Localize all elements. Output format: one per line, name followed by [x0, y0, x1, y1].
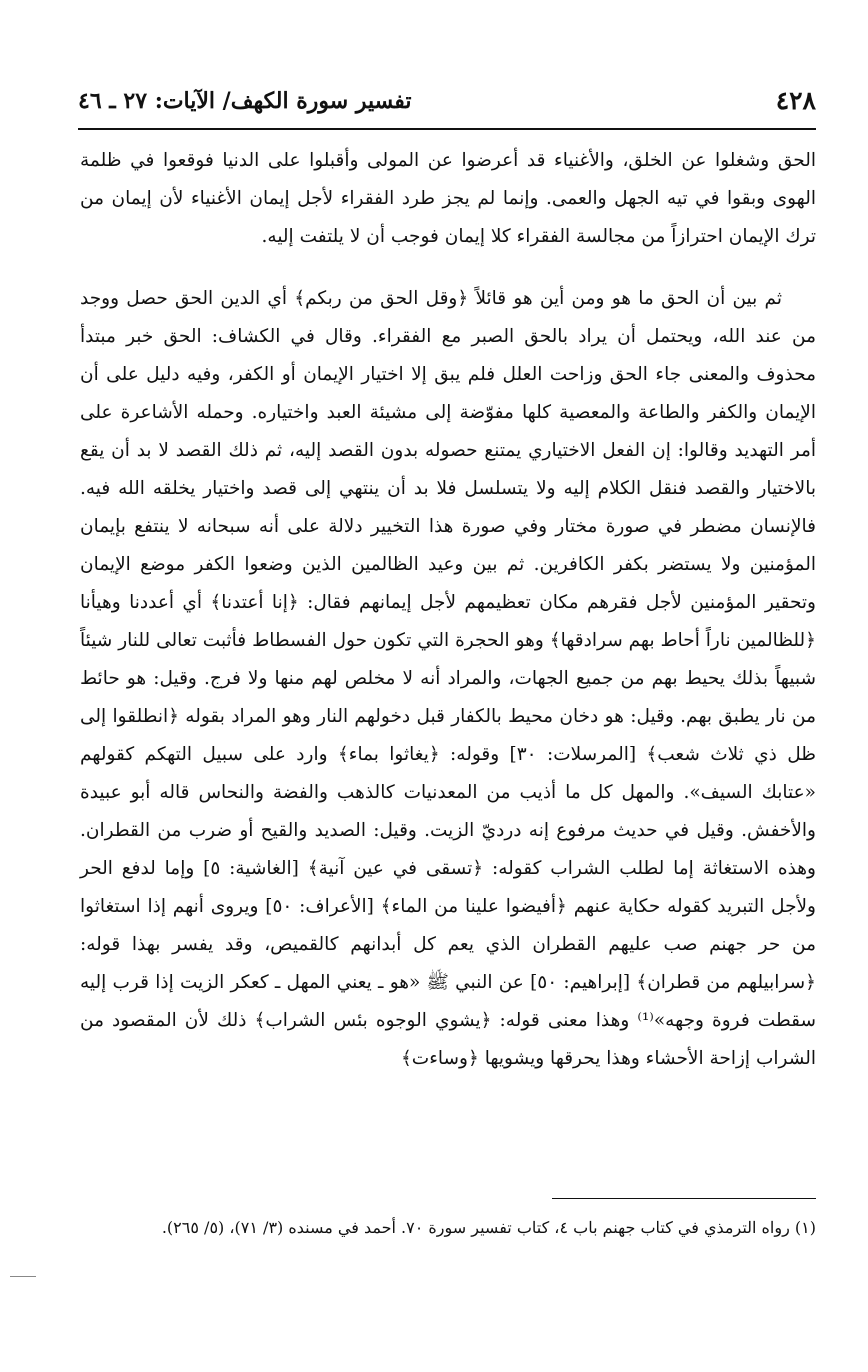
scan-edge-mark — [10, 1276, 36, 1277]
footnote-separator — [552, 1198, 816, 1199]
page-header — [78, 84, 816, 124]
paragraph-1: الحق وشغلوا عن الخلق، والأغنياء قد أعرضوا عن المولى وأقبلوا على الدنيا فوقعوا في ظلمة الهوى وبقوا في تيه الجهل والعمى. وإنما لم يجز طرد الفقراء لأجل إيمان الأغنياء لأن إيمان من ترك الإيمان احترازاً من مجالسة الفقراء كلا إيمان فوجب أن لا يلتفت إليه. — [80, 150, 816, 247]
footnote: (١) رواه الترمذي في كتاب جهنم باب ٤، كتاب تفسير سورة ٧٠. أحمد في مسنده (٣/ ٧١)، (٥/ ٢٦٥). — [161, 1218, 816, 1237]
page-number: ٤٢٨ — [775, 86, 816, 115]
main-text — [80, 142, 816, 1078]
running-title: تفسير سورة الكهف/ الآيات: ٢٧ ـ ٤٦ — [78, 88, 412, 114]
header-rule — [78, 128, 816, 130]
paragraph-2: ثم بين أن الحق ما هو ومن أين هو قائلاً ﴿وقل الحق من ربكم﴾ أي الدين الحق حصل ووجد من عند الله، ويحتمل أن يراد بالحق الصبر مع الفقراء. وقال في الكشاف: الحق خبر مبتدأ محذوف والمعنى جاء الحق وزاحت العلل فلم يبق إلا اختيار الإيمان أو الكفر، وفيه دليل على أن الإيمان والكفر والطاعة والمعصية كلها مفوّضة إلى مشيئة العبد واختياره. وحمله الأشاعرة على أمر التهديد وقالوا: إن الفعل الاختياري يمتنع حصوله بدون القصد إليه، ثم ذلك القصد لا بد أن يقع بالاختيار والقصد فنقل الكلام إليه ولا يتسلسل فلا بد أن ينتهي إلى قصد واختيار يخلقه الله فيه. فالإنسان مضطر في صورة مختار وفي صورة هذا التخيير دلالة على أنه سبحانه لا ينتفع بإيمان المؤمنين ولا يستضر بكفر الكافرين. ثم بين وعيد الظالمين الذين وضعوا الكفر موضع الإيمان وتحقير المؤمنين لأجل فقرهم مكان تعظيمهم لأجل إيمانهم فقال: ﴿إنا أعتدنا﴾ أي أعددنا وهيأنا ﴿للظالمين ناراً أحاط بهم سرادقها﴾ وهو الحجرة التي تكون حول الفسطاط فأثبت تعالى للنار شيئاً شبيهاً بذلك يحيط بهم من جميع الجهات، والمراد أنه لا مخلص لهم منها ولا فرج. وقيل: هو حائط من نار يطبق بهم. وقيل: هو دخان محيط بالكفار قبل دخولهم النار وهو المراد بقوله ﴿انطلقوا إلى ظل ذي ثلاث شعب﴾ [المرسلات: ٣٠] وقوله: ﴿يغاثوا بماء﴾ وارد على سبيل التهكم كقولهم «عتابك السيف». والمهل كل ما أذيب من المعدنيات كالذهب والفضة والنحاس قاله أبو عبيدة والأخفش. وقيل في حديث مرفوع إنه درديّ الزيت. وقيل: الصديد والقيح أو ضرب من القطران. وهذه الاستغاثة إما لطلب الشراب كقوله: ﴿تسقى في عين آنية﴾ [الغاشية: ٥] وإما لدفع الحر ولأجل التبريد كقوله حكاية عنهم ﴿أفيضوا علينا من الماء﴾ [الأعراف: ٥٠] ويروى أنهم إذا استغاثوا من حر جهنم صب عليهم القطران الذي يعم كل أبدانهم كالقميص، وقد يفسر بهذا قوله: ﴿سرابيلهم من قطران﴾ [إبراهيم: ٥٠] عن النبي ﷺ «هو ـ يعني المهل ـ كعكر الزيت إذا قرب إليه سقطت فروة وجهه»⁽¹⁾ وهذا معنى قوله: ﴿يشوي الوجوه بئس الشراب﴾ ذلك لأن المقصود من الشراب إزاحة الأحشاء وهذا يحرقها ويشويها ﴿وساءت﴾ — [80, 288, 816, 1069]
